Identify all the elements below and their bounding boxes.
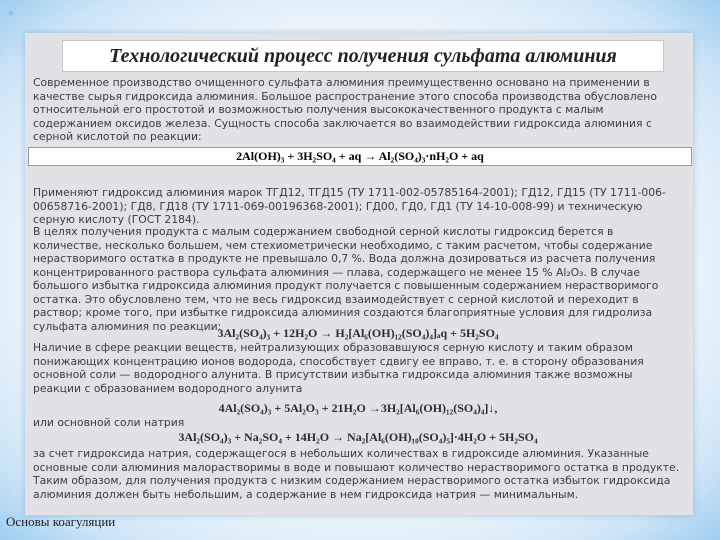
main-equation: 2Al(OH)₃ + 3H₂SO₄ + aq → Al₂(SO₄)₃·nH₂O + aq (28, 147, 692, 166)
conclusion-paragraph: за счет гидроксида натрия, содержащегося в небольших количествах в гидроксиде алюминия. Указанные основные соли алюминия малорастворимы в воде и повышают количество нерастворимого остатка в продукте. Таким образом, для получения продукта с низким содержанием нерастворимого остатка избыток гидроксида алюминия должен быть небольшим, а содержание в нем гидроксида натрия — минимальным. (33, 447, 680, 501)
intro-paragraph: Современное производство очищенного сульфата алюминия преимущественно основано на применении в качестве сырья гидроксида алюминия. Большое распространение этого способа производства обусловлено относительной его простотой и возможностью получения высококачественного продукта с малым содержанием оксидов железа. Сущность способа заключается во взаимодействии гидроксида алюминия с серной кислотой по реакции: (33, 76, 657, 143)
corner-star-icon: * (8, 8, 14, 22)
alunite-paragraph: Наличие в сфере реакции веществ, нейтрализующих образовавшуюся серную кислоту и таким образом понижающих концентрацию ионов водорода, способствует сдвигу ее вправо, т. е. в сторону образования основной соли — водородного алунита. В присутствии избытка гидроксида алюминия также возможны реакции с образованием водородного алунита (33, 341, 644, 395)
page-title: Технологический процесс получения сульфата алюминия (109, 44, 617, 67)
hydrolysis-equation: 3Al₂(SO₄)₃ + 12H₂O → H₂[Al₆(OH)₁₂(SO₄)₄]ₐq + 5H₂SO₄ (217, 326, 499, 340)
sodium-equation: 3Al₂(SO₄)₃ + Na₂SO₄ + 14H₂O → Na₂[Al₆(OH)₁₀(SO₄)₅]·4H₂O + 5H₂SO₄ (178, 430, 538, 444)
footer-caption: Основы коагуляции (6, 514, 116, 529)
raw-materials-paragraph: Применяют гидроксид алюминия марок ТГД12, ТГД15 (ТУ 1711-002-05785164-2001); ГД12, ГД15 (ТУ 1711-006-00658716-2001); ГД8, ГД18 (ТУ 1711-069-00196368-2001); ГД00, ГД0, ГД1 (ТУ 14-10-008-99) и техническую серную кислоту (ГОСТ 2184). (33, 186, 666, 226)
process-paragraph: В целях получения продукта с малым содержанием свободной серной кислоты гидроксид берется в количестве, несколько большем, чем стехиометрически необходимо, с таким расчетом, чтобы содержание нерастворимого остатка в продукте не превышало 0,7 %. Вода должна дозироваться из расчета получения концентрированного раствора сульфата алюминия — плава, содержащего не менее 15 % Al₂O₃. В случае большого избытка гидроксида алюминия продукт получается с повышенным содержанием нерастворимого остатка. Это обусловлено тем, что не весь гидроксид взаимодействует с серной кислотой и переходит в раствор; кроме того, при избытке гидроксида алюминия создаются благоприятные условия для гидролиза сульфата алюминия по реакции: (33, 225, 659, 333)
alunite-equation: 4Al₂(SO₄)₃ + 5Al₂O₃ + 21H₂O →3H₂[Al₆(OH)₁₂(SO₄)₄]↓, (218, 401, 498, 415)
title-box (62, 40, 664, 72)
sodium-intro: или основной соли натрия (33, 416, 185, 429)
